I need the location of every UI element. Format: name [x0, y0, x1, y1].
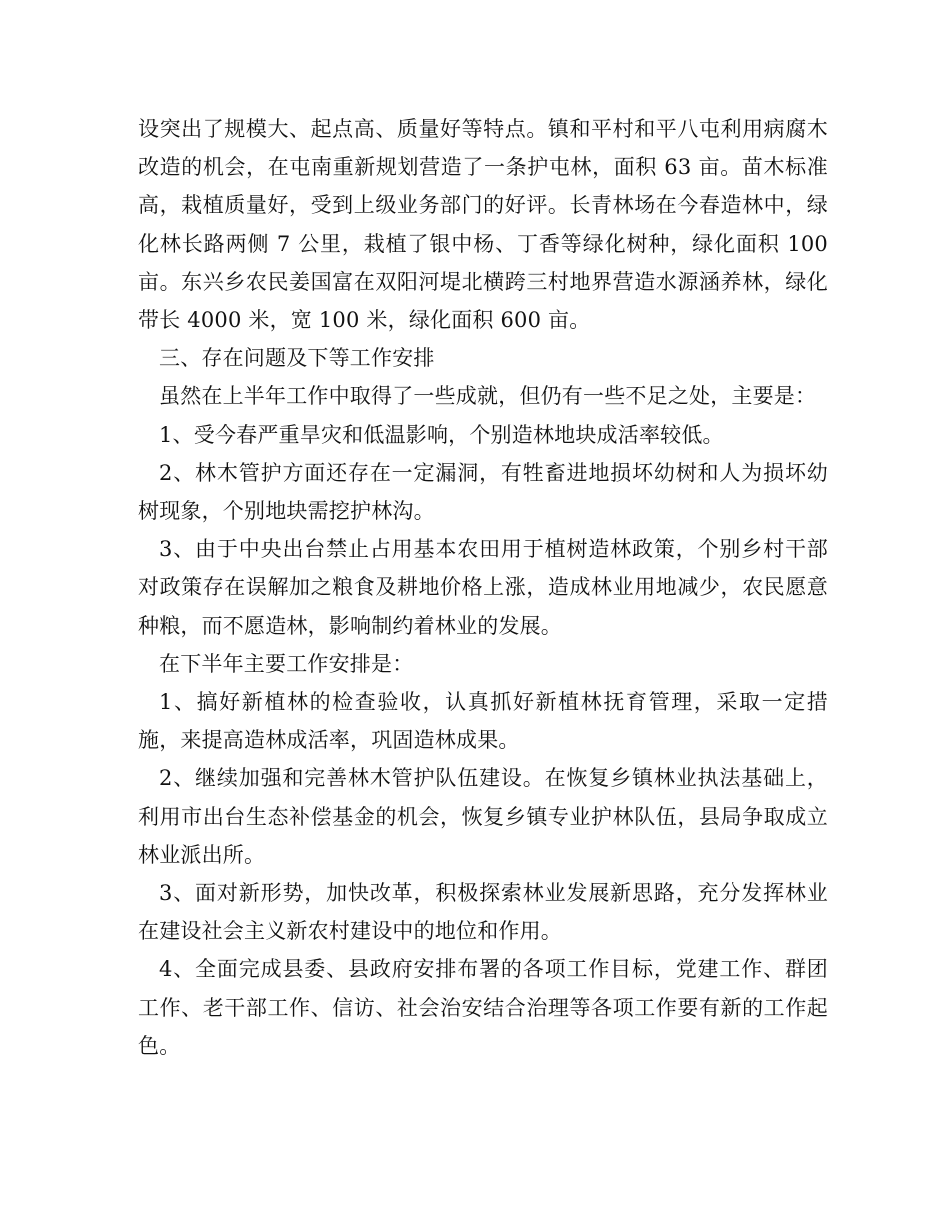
paragraph-continuation: 设突出了规模大、起点高、质量好等特点。镇和平村和平八屯利用病腐木改造的机会，在屯南重新规划营造了一条护屯林，面积 63 亩。苗木标准高，栽植质量好，受到上级业务部门的好评。长青林场在今春造林中，绿化林长路两侧 7 公里，栽植了银中杨、丁香等绿化树种，绿化面积 100 亩。东兴乡农民姜国富在双阳河堤北横跨三村地界营造水源涵养林，绿化带长 4000 米，宽 100 米，绿化面积 600 亩。 — [138, 117, 828, 333]
paragraph-plans-intro: 在下半年主要工作安排是： — [159, 651, 414, 676]
list-item-plan-2: 2、继续加强和完善林木管护队伍建设。在恢复乡镇林业执法基础上，利用市出台生态补偿基金的机会，恢复乡镇专业护林队伍，县局争取成立林业派出所。 — [138, 766, 828, 867]
list-item-problem-1: 1、受今春严重旱灾和低温影响，个别造林地块成活率较低。 — [159, 422, 724, 447]
document-body — [138, 110, 828, 1065]
list-item-problem-2: 2、林木管护方面还存在一定漏洞，有牲畜进地损坏幼树和人为损坏幼树现象，个别地块需挖护林沟。 — [138, 460, 828, 524]
list-item-problem-3: 3、由于中央出台禁止占用基本农田用于植树造林政策，个别乡村干部对政策存在误解加之粮食及耕地价格上涨，造成林业用地减少，农民愿意种粮，而不愿造林，影响制约着林业的发展。 — [138, 537, 828, 638]
section-heading-problems-and-plans: 三、存在问题及下等工作安排 — [159, 346, 435, 371]
list-item-plan-3: 3、面对新形势，加快改革，积极探索林业发展新思路，充分发挥林业在建设社会主义新农村建设中的地位和作用。 — [138, 881, 828, 944]
paragraph-shortcomings-intro: 虽然在上半年工作中取得了一些成就，但仍有一些不足之处，主要是： — [159, 384, 817, 409]
list-item-plan-4: 4、全面完成县委、县政府安排布署的各项工作目标，党建工作、群团工作、老干部工作、信访、社会治安结合治理等各项工作要有新的工作起色。 — [138, 957, 828, 1058]
list-item-plan-1: 1、搞好新植林的检查验收，认真抓好新植林抚育管理，采取一定措施，来提高造林成活率，巩固造林成果。 — [138, 690, 828, 753]
